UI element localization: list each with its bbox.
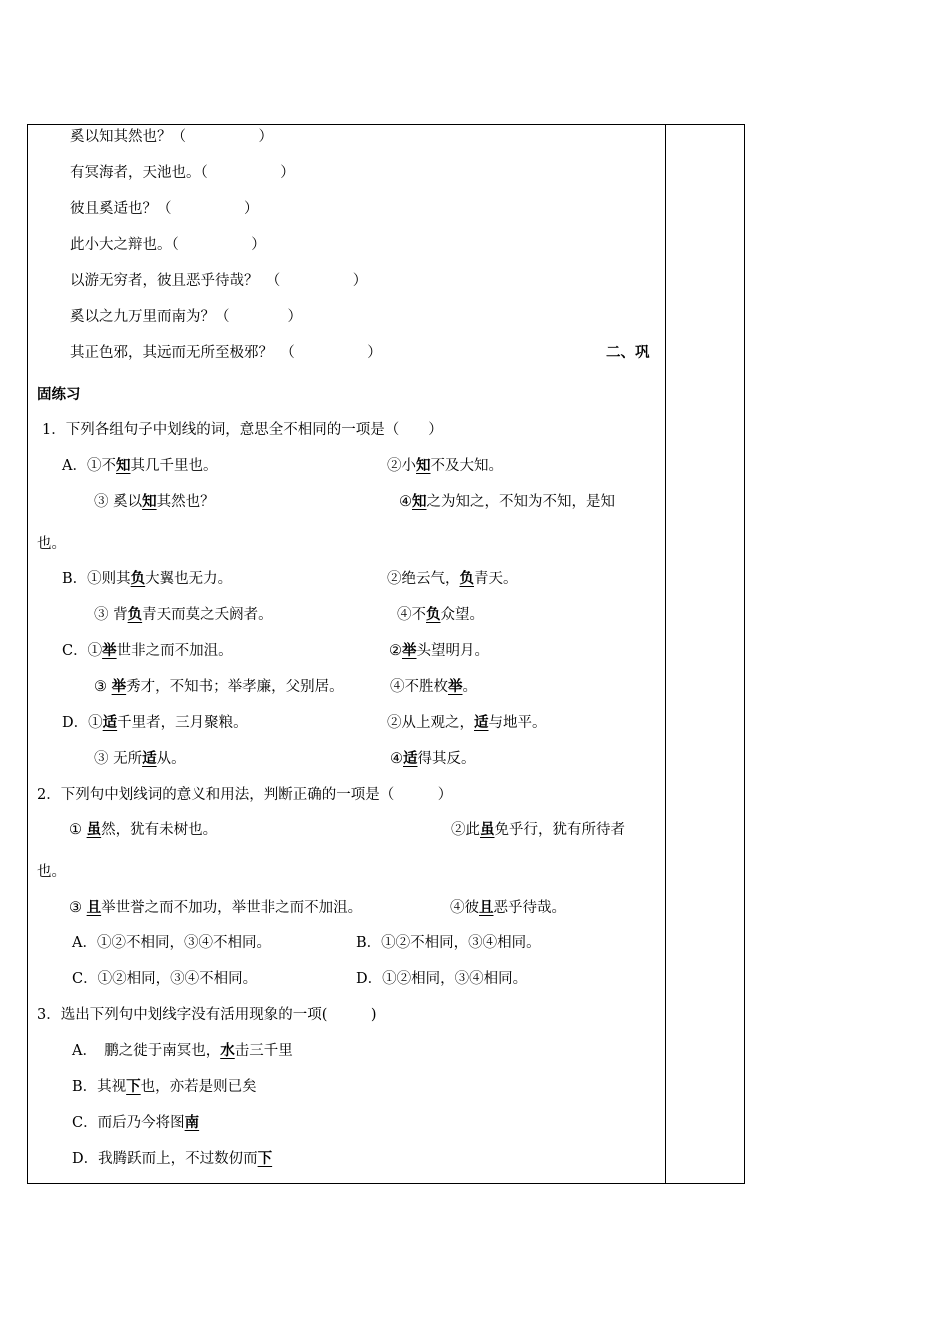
translation-line-5: 以游无穷者，彼且恶乎待哉？ （ ） xyxy=(70,273,368,289)
q1-option-d-item3: ③ 无所适从。 xyxy=(94,750,186,767)
q1-option-b-item2: ②绝云气，负青天。 xyxy=(387,570,518,587)
translation-line-7: 其正色邪，其远而无所至极邪？ （ ） xyxy=(70,345,382,361)
section-heading-part2: 固练习 xyxy=(37,386,81,403)
section-heading-part1: 二、巩 xyxy=(606,344,650,361)
q1-option-b-item3: ③ 背负青天而莫之夭阏者。 xyxy=(94,606,273,623)
q2-option-a: A．①②不相同，③④不相同。 xyxy=(72,935,271,951)
translation-line-3: 彼且奚适也？（ ） xyxy=(70,201,259,217)
q3-option-b: B．其视下也，亦若是则已矣 xyxy=(72,1078,257,1095)
q2-sentence-2: ②此虽免乎行，犹有所待者 xyxy=(451,821,625,838)
table-column-divider xyxy=(665,124,666,1184)
q1-option-c-item2: ②举头望明月。 xyxy=(389,642,489,659)
q1-option-a-item3: ③ 奚以知其然也？ xyxy=(94,493,215,510)
q1-option-b-row1: B．①则其负大翼也无力。 xyxy=(62,570,233,587)
q2-option-c: C．①②相同，③④不相同。 xyxy=(72,971,258,987)
q1-option-a-row1: A．①不知其几千里也。 xyxy=(62,457,218,474)
q1-option-c-row1: C．①举世非之而不加沮。 xyxy=(62,642,233,659)
q2-sentence-2-wrap: 也。 xyxy=(37,864,66,880)
q3-option-d: D．我腾跃而上，不过数仞而下 xyxy=(72,1150,273,1167)
translation-line-6: 奚以之九万里而南为？（ ） xyxy=(70,309,302,325)
q1-option-b-item4: ④不负众望。 xyxy=(397,606,484,623)
translation-line-2: 有冥海者，天池也。（ ） xyxy=(70,165,295,181)
q1-option-c-item4: ④不胜枚举。 xyxy=(390,678,477,695)
q1-option-d-item4: ④适得其反。 xyxy=(390,750,476,767)
q3-option-a: A． 鹏之徙于南冥也，水击三千里 xyxy=(72,1042,293,1059)
question-3-stem: 3．选出下列句中划线字没有活用现象的一项( ) xyxy=(37,1007,377,1023)
q1-option-d-item2: ②从上观之，适与地平。 xyxy=(387,714,547,731)
q2-sentence-4: ④彼且恶乎待哉。 xyxy=(450,899,566,916)
q2-sentence-1: ① 虽然，犹有未树也。 xyxy=(69,821,218,838)
q3-option-c: C．而后乃今将图南 xyxy=(72,1114,200,1131)
translation-line-1: 奚以知其然也？（ ） xyxy=(70,129,273,145)
q1-option-a-item4: ④知之为知之，不知为不知，是知 xyxy=(399,493,615,510)
question-1-stem: 1．下列各组句子中划线的词，意思全不相同的一项是（ ） xyxy=(42,422,443,438)
q2-option-b: B．①②不相同，③④相同。 xyxy=(356,935,541,951)
q1-option-a-item4-wrap: 也。 xyxy=(37,536,66,552)
q2-option-d: D．①②相同，③④相同。 xyxy=(356,971,528,987)
q1-option-d-row1: D．①适千里者，三月聚粮。 xyxy=(62,714,248,731)
question-2-stem: 2．下列句中划线词的意义和用法，判断正确的一项是（ ） xyxy=(37,787,453,803)
q2-sentence-3: ③ 且举世誉之而不加功，举世非之而不加沮。 xyxy=(69,899,363,916)
q1-option-c-item3: ③ 举秀才，不知书；举孝廉，父别居。 xyxy=(94,678,344,695)
translation-line-4: 此小大之辩也。（ ） xyxy=(70,237,266,253)
q1-option-a-item2: ②小知不及大知。 xyxy=(387,457,503,474)
